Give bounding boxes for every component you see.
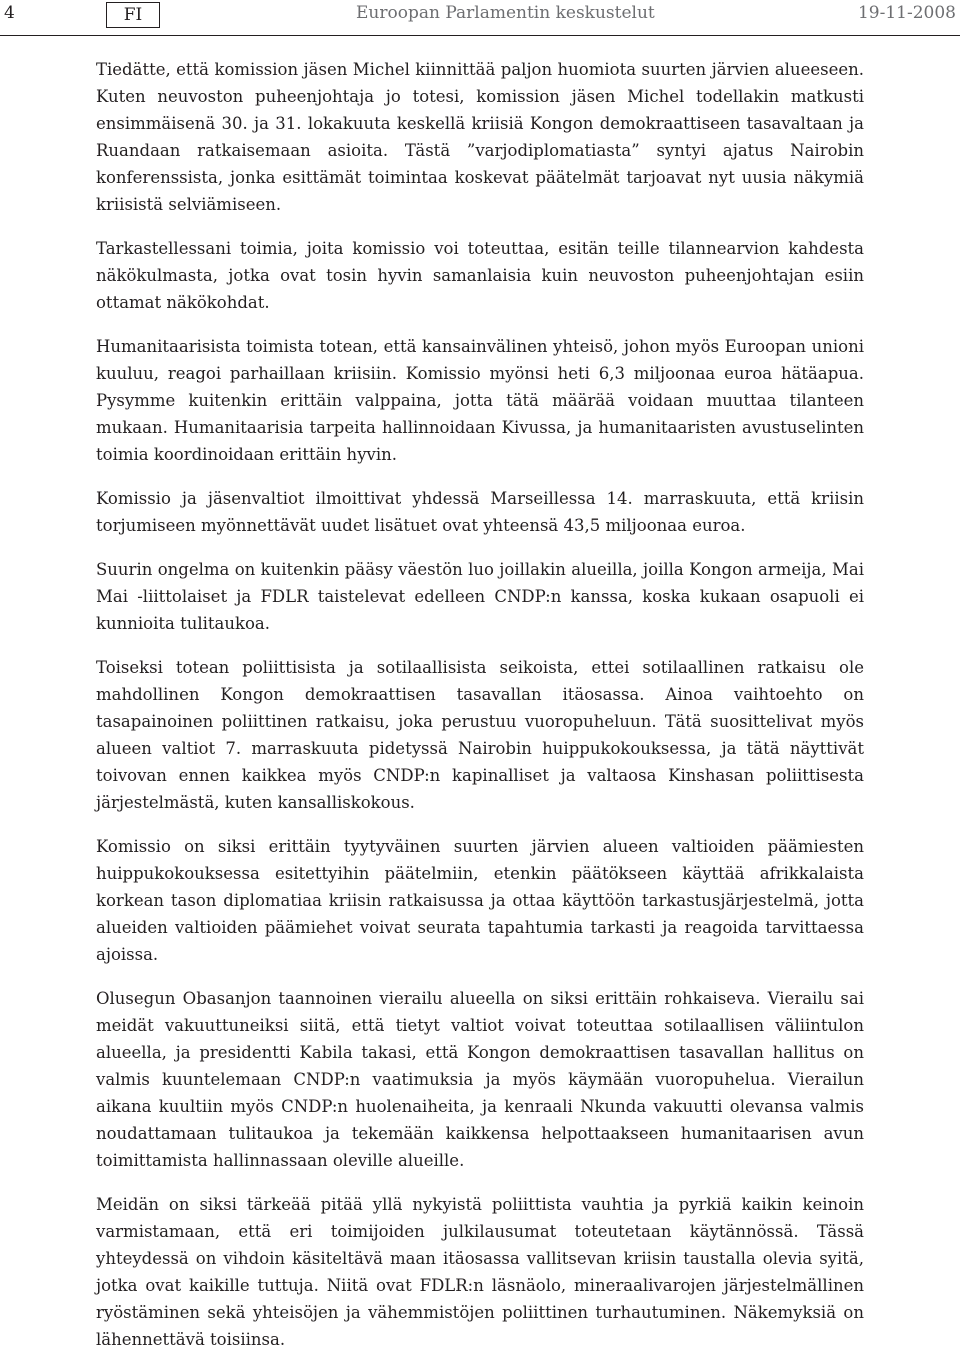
page-number: 4 [4,3,15,23]
paragraph: Komissio on siksi erittäin tyytyväinen suurten järvien alueen valtioiden päämiesten huippukokouksessa esitettyihin päätelmiin, etenkin päätökseen käyttää afrikkalaista korkean tason diplomatiaa kriisin ratkaisussa ja ottaa käyttöön tarkastusjärjestelmä, jotta alueiden valtioiden päämiehet voivat seurata tapahtumia tarkasti ja reagoida tarvittaessa ajoissa. [96,837,864,964]
language-code-badge: FI [106,2,160,28]
paragraph: Suurin ongelma on kuitenkin pääsy väestön luo joillakin alueilla, joilla Kongon armeija, Mai Mai -liittolaiset ja FDLR taistelevat edelleen CNDP:n kanssa, koska kukaan osapuoli ei kunnioita tulitaukoa. [96,560,864,633]
page-header [0,0,960,36]
paragraph: Tiedätte, että komission jäsen Michel kiinnittää paljon huomiota suurten järvien alueeseen. Kuten neuvoston puheenjohtaja jo totesi, komission jäsen Michel todellakin matkusti ensimmäisenä 30. ja 31. lokakuuta keskellä kriisiä Kongon demokraattiseen tasavaltaan ja Ruandaan ratkaisemaan asioita. Tästä ”varjodiplomatiasta” syntyi ajatus Nairobin konferenssista, jonka esittämät toimintaa koskevat päätelmät tarjoavat nyt uusia näkymiä kriisistä selviämiseen. [96,60,864,214]
paragraph: Tarkastellessani toimia, joita komissio voi toteuttaa, esitän teille tilannearvion kahdesta näkökulmasta, jotka ovat tosin hyvin samanlaisia kuin neuvoston puheenjohtajan esiin ottamat näkökohdat. [96,239,864,312]
paragraph: Olusegun Obasanjon taannoinen vierailu alueella on siksi erittäin rohkaiseva. Vierailu sai meidät vakuuttuneiksi siitä, että tietyt valtiot voivat toteuttaa sotilaallisen väliintulon alueella, ja presidentti Kabila takasi, että Kongon demokraattisen tasavallan hallitus on valmis kuuntelemaan CNDP:n vaatimuksia ja myös käymään vuoropuhelua. Vierailun aikana kuultiin myös CNDP:n huolenaiheita, ja kenraali Nkunda vakuutti olevansa valmis noudattamaan tulitaukoa ja tekemään kaikkensa helpottaakseen humanitaarisen avun toimittamista hallinnassaan oleville alueille. [96,989,864,1170]
document-title: Euroopan Parlamentin keskustelut [356,3,655,23]
paragraph: Toiseksi totean poliittisista ja sotilaallisista seikoista, ettei sotilaallinen ratkaisu ole mahdollinen Kongon demokraattisen tasavallan itäosassa. Ainoa vaihtoehto on tasapainoinen poliittinen ratkaisu, joka perustuu vuoropuheluun. Tätä suosittelivat myös alueen valtiot 7. marraskuuta pidetyssä Nairobin huippukokouksessa, ja tätä näyttivät toivovan ennen kaikkea myös CNDP:n kapinalliset ja valtaosa Kinshasan poliittisesta järjestelmästä, kuten kansalliskokous. [96,658,864,812]
paragraph: Komissio ja jäsenvaltiot ilmoittivat yhdessä Marseillessa 14. marraskuuta, että kriisin torjumiseen myönnettävät uudet lisätuet ovat yhteensä 43,5 miljoonaa euroa. [96,489,864,535]
document-date: 19-11-2008 [857,3,956,23]
paragraph: Meidän on siksi tärkeää pitää yllä nykyistä poliittista vauhtia ja pyrkiä kaikin keinoin varmistamaan, että eri toimijoiden julkilausumat toteutetaan käytännössä. Tässä yhteydessä on vihdoin käsiteltävä maan itäosassa vallitsevan kriisin taustalla olevia syitä, jotka ovat kaikille tuttuja. Niitä ovat FDLR:n läsnäolo, mineraalivarojen järjestelmällinen ryöstäminen sekä yhteisöjen ja vähemmistöjen poliittinen turhautuminen. Näkemyksiä on lähennettävä toisiinsa. [96,1195,864,1349]
header-divider [0,35,960,36]
document-body [96,56,864,1370]
paragraph: Humanitaarisista toimista totean, että kansainvälinen yhteisö, johon myös Euroopan unioni kuuluu, reagoi parhaillaan kriisiin. Komissio myönsi heti 6,3 miljoonaa euroa hätäapua. Pysymme kuitenkin erittäin valppaina, jotta tätä määrää voidaan muuttaa tilanteen mukaan. Humanitaarisia tarpeita hallinnoidaan Kivussa, ja humanitaaristen avustuselinten toimia koordinoidaan erittäin hyvin. [96,337,864,464]
